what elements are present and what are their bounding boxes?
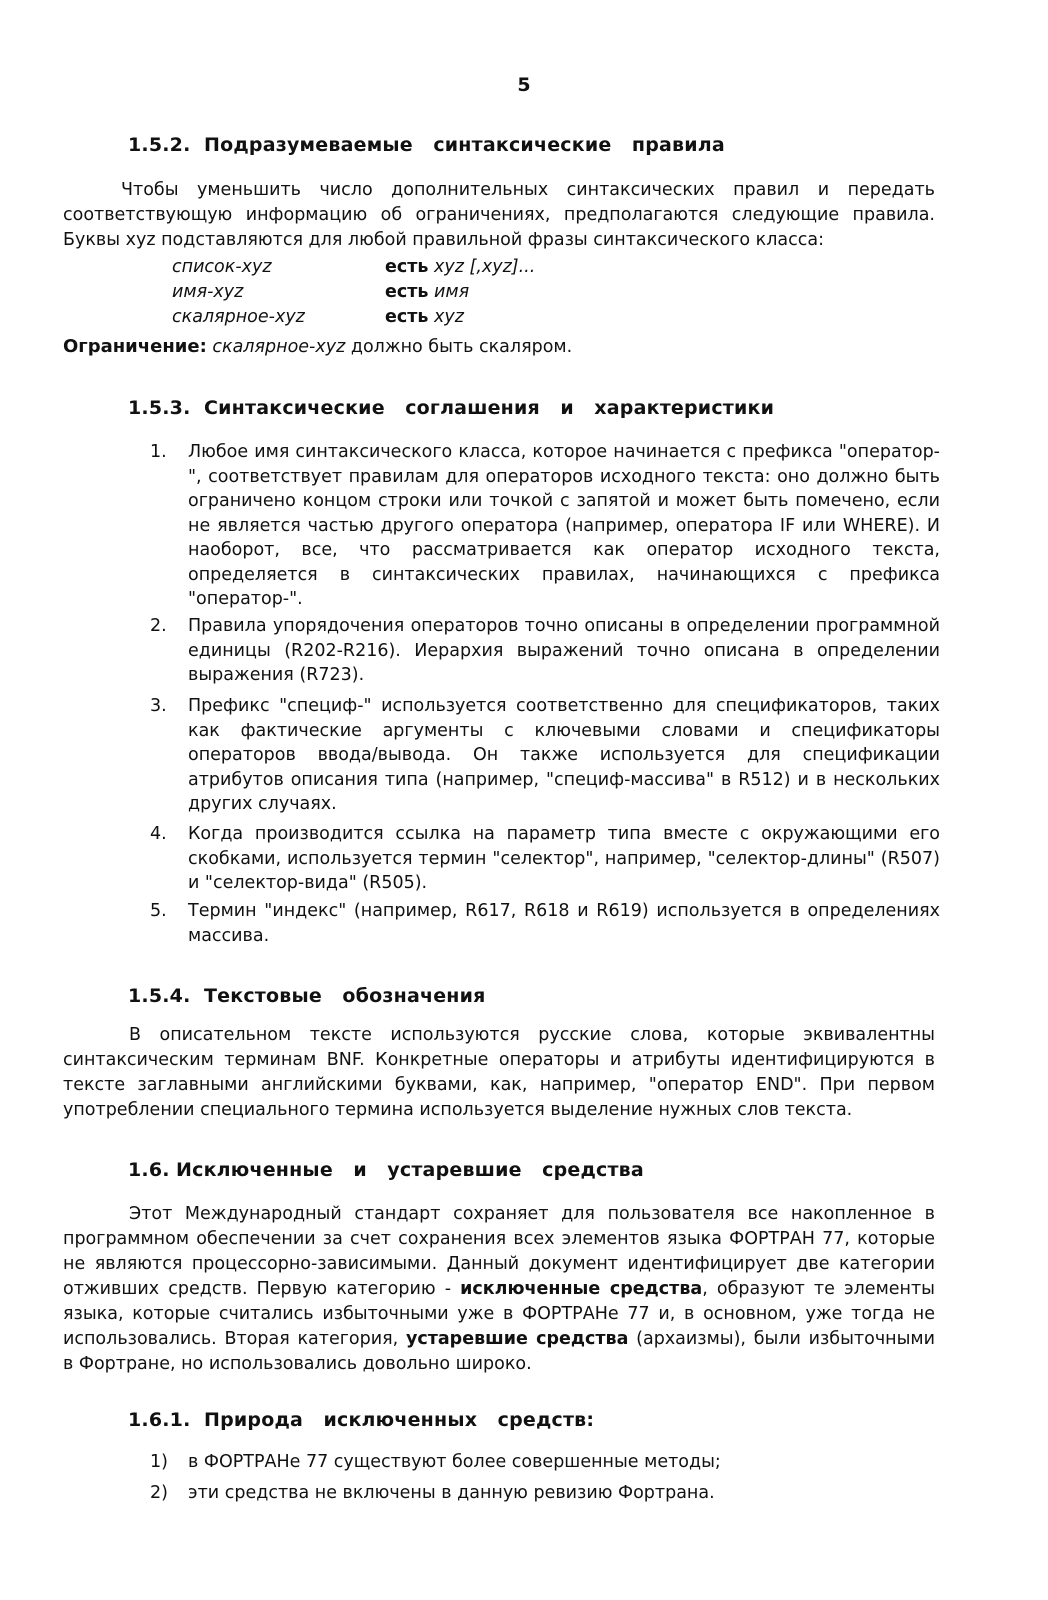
rule-keyword: есть <box>385 282 429 302</box>
restriction-line <box>63 336 572 357</box>
rule-expansion: xyz <box>434 307 464 327</box>
list-item-3 <box>150 694 940 817</box>
section-heading-1-6 <box>128 1159 644 1181</box>
rule-right-2 <box>385 282 469 302</box>
nature-item-1 <box>150 1452 721 1472</box>
section-title: Синтаксические соглашения и характеристики <box>204 397 775 419</box>
list-item-text: Префикс "специф-" используется соответственно для спецификаторов, таких как фактические аргументы с ключевыми словами и спецификаторы операторов ввода/вывода. Он также используется для спецификации атрибутов описания типа (например, "специф-массива" в R512) и в нескольких других случаях. <box>188 696 940 814</box>
paragraph-implied-rules: Чтобы уменьшить число дополнительных синтаксических правил и передать соответствующую информацию об ограничениях, предполагаются следующие правила. Буквы xyz подставляются для любой правильной фразы синтаксического класса: <box>63 180 935 250</box>
term-obsolescent-features: устаревшие средства <box>405 1329 629 1349</box>
list-item-text: Любое имя синтаксического класса, которое начинается с префикса "оператор-", соответствует правилам для операторов исходного текста: оно должно быть ограничено концом строки или точкой с запятой и может быть помечено, если не является частью другого оператора (например, оператора IF или WHERE). И наоборот, все, что рассматривается как оператор исходного текста, определяется в синтаксических правилах, начинающихся с префикса "оператор-". <box>188 442 940 609</box>
rule-expansion: xyz [,xyz]... <box>434 257 536 277</box>
section-heading-1-5-2 <box>128 134 725 156</box>
restriction-label: Ограничение: <box>63 336 207 357</box>
rule-expansion: имя <box>434 282 470 302</box>
restriction-term: скалярное-xyz <box>212 337 346 357</box>
term-deleted-features: исключенные средства <box>460 1279 703 1299</box>
paragraph-text-notation: В описательном тексте используются русские слова, которые эквивалентны синтаксическим терминам BNF. Конкретные операторы и атрибуты идентифицируются в тексте заглавными английскими буквами, как, например, "оператор END". При первом употреблении специального термина используется выделение нужных слов текста. <box>63 1025 935 1120</box>
rule-left-3: скалярное-xyz <box>172 307 305 327</box>
list-item-text: Термин "индекс" (например, R617, R618 и R619) используется в определениях массива. <box>188 901 940 946</box>
page-number: 5 <box>517 74 531 96</box>
section-number: 1.6.1. <box>128 1409 191 1431</box>
list-item-number: 2) <box>150 1483 168 1503</box>
paragraph-part: Этот Международный стандарт сохраняет для пользователя все накопленное в программном обеспечении за счет сохранения всех элементов языка ФОРТРАН 77, которые не являются процессорно-зависимыми. Данный документ идентифицирует две категории отживших средств. Первую категорию - <box>63 1204 935 1299</box>
paragraph-part: , образуют те элементы языка, которые считались избыточными уже в ФОРТРАНе 77 и, в основном, уже тогда не использовались. Вторая категория, <box>63 1279 935 1349</box>
rule-left-2: имя-xyz <box>172 282 244 302</box>
section-title: Текстовые обозначения <box>204 985 486 1007</box>
list-item-text: в ФОРТРАНе 77 существуют более совершенные методы; <box>188 1452 721 1472</box>
list-item-number: 3. <box>150 696 167 716</box>
section-number: 1.5.2. <box>128 134 191 156</box>
section-heading-1-5-3 <box>128 397 774 419</box>
rule-right-1 <box>385 257 535 277</box>
list-item-text: эти средства не включены в данную ревизию Фортрана. <box>188 1483 715 1503</box>
section-number: 1.5.4. <box>128 985 191 1007</box>
section-title: Исключенные и устаревшие средства <box>176 1159 644 1181</box>
list-item-1 <box>150 440 940 612</box>
rule-keyword: есть <box>385 257 429 277</box>
section-heading-1-5-4 <box>128 985 486 1007</box>
section-number: 1.6. <box>128 1159 170 1181</box>
list-item-number: 5. <box>150 901 167 921</box>
list-item-number: 1. <box>150 442 167 462</box>
list-item-5 <box>150 899 940 948</box>
list-item-number: 1) <box>150 1452 168 1472</box>
section-number: 1.5.3. <box>128 397 191 419</box>
paragraph-deleted-features <box>63 1202 935 1377</box>
rule-keyword: есть <box>385 307 429 327</box>
list-item-text: Когда производится ссылка на параметр типа вместе с окружающими его скобками, используется термин "селектор", например, "селектор-длины" (R507) и "селектор-вида" (R505). <box>188 824 940 893</box>
list-item-4 <box>150 822 940 896</box>
list-item-text: Правила упорядочения операторов точно описаны в определении программной единицы (R202-R216). Иерархия выражений точно описана в определении выражения (R723). <box>188 616 940 685</box>
section-title: Природа исключенных средств: <box>204 1409 595 1431</box>
section-title: Подразумеваемые синтаксические правила <box>204 134 725 156</box>
paragraph-part: (архаизмы), были избыточными в Фортране, но использовались довольно широко. <box>63 1329 935 1374</box>
list-item-2 <box>150 614 940 688</box>
nature-item-2 <box>150 1483 715 1503</box>
list-item-number: 2. <box>150 616 167 636</box>
rule-right-3 <box>385 307 464 327</box>
restriction-text: должно быть скаляром. <box>350 337 573 357</box>
section-heading-1-6-1 <box>128 1409 594 1431</box>
list-item-number: 4. <box>150 824 167 844</box>
rule-left-1: список-xyz <box>172 257 272 277</box>
